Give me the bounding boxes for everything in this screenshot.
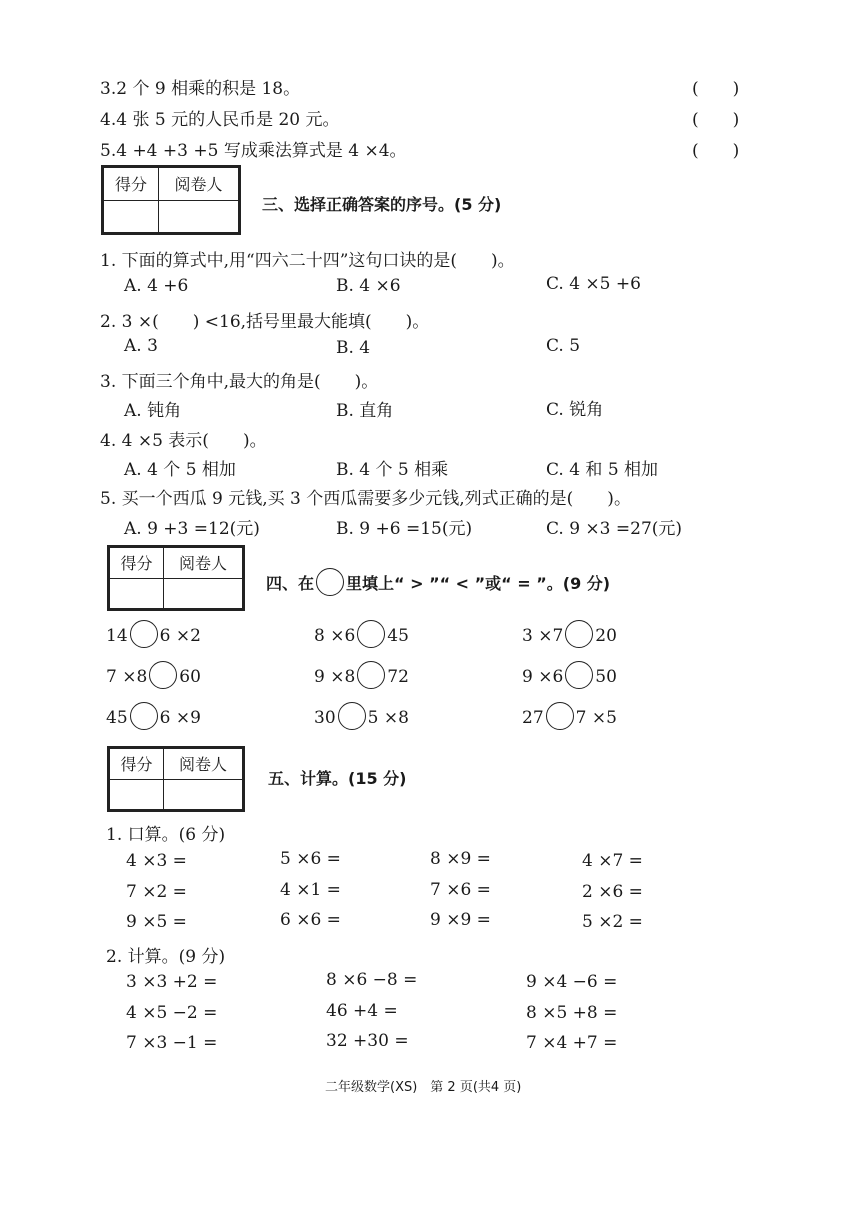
choice-option[interactable]: B. 直角 xyxy=(336,401,394,421)
choice-option[interactable]: C. 4 ×5 +6 xyxy=(546,274,641,294)
compare-left: 30 xyxy=(314,708,336,728)
calc-item[interactable]: 46 +4 = xyxy=(326,1001,398,1021)
score-label: 得分 xyxy=(110,548,164,579)
compare-left: 8 ×6 xyxy=(314,626,356,646)
score-cell[interactable] xyxy=(104,200,159,233)
compare-item xyxy=(106,663,201,691)
judge-item-3: 3.2 个 9 相乘的积是 18。 xyxy=(100,79,301,99)
compare-left: 45 xyxy=(106,708,128,728)
compare-right: 20 xyxy=(595,626,617,646)
calc-item[interactable]: 8 ×6 −8 = xyxy=(326,970,418,990)
compare-left: 7 ×8 xyxy=(106,667,148,687)
compare-circle[interactable] xyxy=(357,661,385,689)
compare-right: 7 ×5 xyxy=(575,708,617,728)
part2-title: 2. 计算。(9 分) xyxy=(106,947,226,967)
judge-item-5: 5.4 +4 +3 +5 写成乘法算式是 4 ×4。 xyxy=(100,141,407,161)
reviewer-cell[interactable] xyxy=(158,200,238,233)
choice-option[interactable]: C. 锐角 xyxy=(546,400,604,420)
compare-circle[interactable] xyxy=(357,620,385,648)
compare-left: 9 ×6 xyxy=(522,667,564,687)
choice-question-1: 1. 下面的算式中,用“四六二十四”这句口诀的是( )。 xyxy=(100,251,515,271)
calc-item[interactable]: 7 ×3 −1 = xyxy=(126,1033,218,1053)
score-box-section3 xyxy=(101,165,241,235)
judge-item-4: 4.4 张 5 元的人民币是 20 元。 xyxy=(100,110,340,130)
calc-item[interactable]: 4 ×5 −2 = xyxy=(126,1003,218,1023)
circle-icon xyxy=(316,568,344,596)
choice-option[interactable]: A. 9 +3 =12(元) xyxy=(124,519,260,539)
compare-circle[interactable] xyxy=(149,661,177,689)
calc-item[interactable]: 32 +30 = xyxy=(326,1031,409,1051)
section3-title: 三、选择正确答案的序号。(5 分) xyxy=(262,195,502,214)
oral-calc-item[interactable]: 5 ×2 = xyxy=(582,912,643,932)
calc-item[interactable]: 3 ×3 +2 = xyxy=(126,972,218,992)
oral-calc-item[interactable]: 5 ×6 = xyxy=(280,849,341,869)
compare-right: 5 ×8 xyxy=(367,708,409,728)
judge-blank-4[interactable]: ( ) xyxy=(692,110,740,130)
choice-question-3: 3. 下面三个角中,最大的角是( )。 xyxy=(100,372,379,392)
oral-calc-item[interactable]: 9 ×9 = xyxy=(430,910,491,930)
compare-item xyxy=(314,622,409,650)
section4-title-pre: 四、在 xyxy=(266,573,315,593)
section4-title-post: 里填上“ > ”“ < ”或“ = ”。(9 分) xyxy=(346,573,611,593)
choice-option[interactable]: C. 9 ×3 =27(元) xyxy=(546,519,683,539)
compare-left: 9 ×8 xyxy=(314,667,356,687)
calc-item[interactable]: 7 ×4 +7 = xyxy=(526,1033,618,1053)
section4-title xyxy=(266,568,610,596)
oral-calc-item[interactable]: 2 ×6 = xyxy=(582,882,643,902)
choice-option[interactable]: B. 4 xyxy=(336,338,371,358)
score-cell[interactable] xyxy=(110,779,164,810)
compare-item xyxy=(314,663,409,691)
section5-title: 五、计算。(15 分) xyxy=(268,769,407,788)
compare-right: 6 ×2 xyxy=(159,626,201,646)
compare-circle[interactable] xyxy=(130,702,158,730)
compare-item xyxy=(522,663,617,691)
reviewer-label: 阅卷人 xyxy=(158,168,238,201)
compare-circle[interactable] xyxy=(130,620,158,648)
compare-item xyxy=(522,622,617,650)
compare-right: 45 xyxy=(387,626,409,646)
calc-item[interactable]: 8 ×5 +8 = xyxy=(526,1003,618,1023)
judge-blank-5[interactable]: ( ) xyxy=(692,141,740,161)
compare-item xyxy=(106,704,201,732)
score-cell[interactable] xyxy=(110,578,164,609)
choice-option[interactable]: B. 4 个 5 相乘 xyxy=(336,460,449,480)
score-box-section4 xyxy=(107,545,245,611)
choice-option[interactable]: C. 5 xyxy=(546,336,581,356)
choice-question-4: 4. 4 ×5 表示( )。 xyxy=(100,431,267,451)
compare-circle[interactable] xyxy=(565,620,593,648)
oral-calc-item[interactable]: 4 ×3 = xyxy=(126,851,187,871)
compare-circle[interactable] xyxy=(338,702,366,730)
compare-circle[interactable] xyxy=(565,661,593,689)
choice-option[interactable]: A. 3 xyxy=(124,336,158,356)
calc-item[interactable]: 9 ×4 −6 = xyxy=(526,972,618,992)
compare-left: 27 xyxy=(522,708,544,728)
choice-option[interactable]: C. 4 和 5 相加 xyxy=(546,460,659,480)
oral-calc-item[interactable]: 7 ×6 = xyxy=(430,880,491,900)
judge-blank-3[interactable]: ( ) xyxy=(692,79,740,99)
choice-option[interactable]: A. 钝角 xyxy=(124,401,182,421)
compare-left: 14 xyxy=(106,626,128,646)
choice-option[interactable]: B. 4 ×6 xyxy=(336,276,401,296)
compare-right: 72 xyxy=(387,667,409,687)
choice-option[interactable]: A. 4 +6 xyxy=(124,276,189,296)
compare-right: 50 xyxy=(595,667,617,687)
score-box-section5 xyxy=(107,746,245,812)
compare-left: 3 ×7 xyxy=(522,626,564,646)
reviewer-cell[interactable] xyxy=(164,779,243,810)
score-label: 得分 xyxy=(104,168,159,201)
part1-title: 1. 口算。(6 分) xyxy=(106,825,226,845)
oral-calc-item[interactable]: 7 ×2 = xyxy=(126,882,187,902)
oral-calc-item[interactable]: 4 ×7 = xyxy=(582,851,643,871)
compare-item xyxy=(106,622,201,650)
page-footer: 二年级数学(XS) 第 2 页(共4 页) xyxy=(325,1080,522,1095)
choice-question-5: 5. 买一个西瓜 9 元钱,买 3 个西瓜需要多少元钱,列式正确的是( )。 xyxy=(100,489,631,509)
oral-calc-item[interactable]: 4 ×1 = xyxy=(280,880,341,900)
compare-circle[interactable] xyxy=(546,702,574,730)
reviewer-label: 阅卷人 xyxy=(164,548,243,579)
oral-calc-item[interactable]: 9 ×5 = xyxy=(126,912,187,932)
score-label: 得分 xyxy=(110,749,164,780)
compare-item xyxy=(314,704,409,732)
choice-option[interactable]: B. 9 +6 =15(元) xyxy=(336,519,473,539)
compare-right: 60 xyxy=(179,667,201,687)
choice-question-2: 2. 3 ×( ) <16,括号里最大能填( )。 xyxy=(100,312,430,332)
reviewer-label: 阅卷人 xyxy=(164,749,243,780)
reviewer-cell[interactable] xyxy=(164,578,243,609)
choice-option[interactable]: A. 4 个 5 相加 xyxy=(124,460,236,480)
compare-item xyxy=(522,704,617,732)
oral-calc-item[interactable]: 8 ×9 = xyxy=(430,849,491,869)
compare-right: 6 ×9 xyxy=(159,708,201,728)
oral-calc-item[interactable]: 6 ×6 = xyxy=(280,910,341,930)
